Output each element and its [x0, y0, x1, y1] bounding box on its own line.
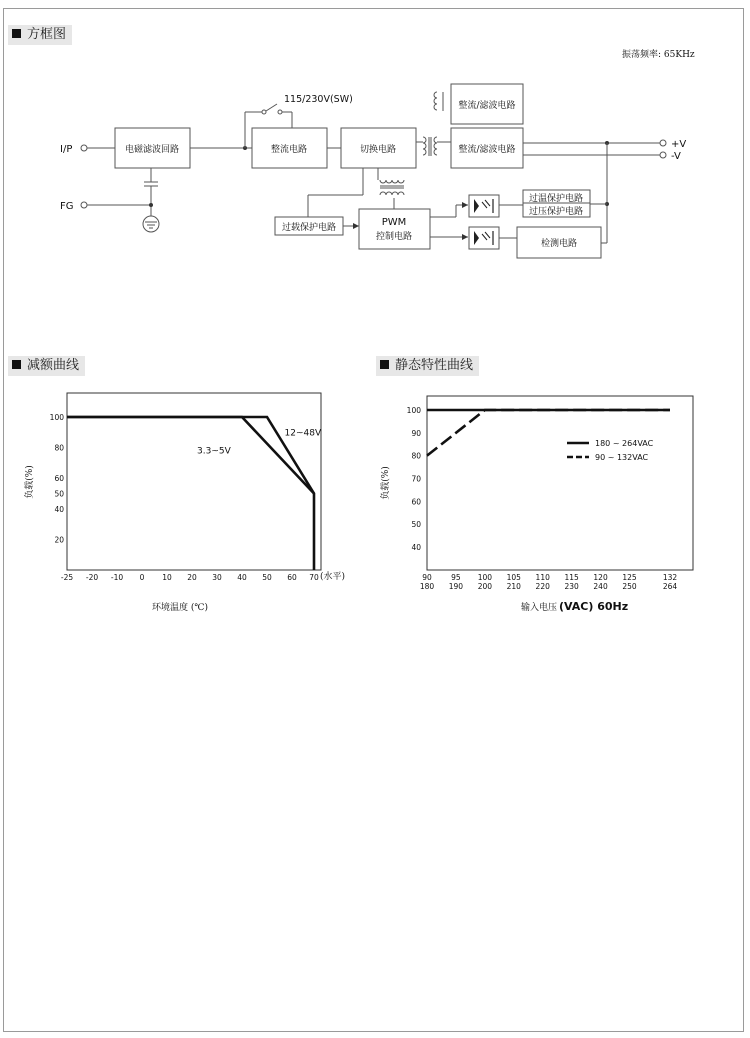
y-tick-label: 40: [411, 543, 421, 552]
ovp-label: 过压保护电路: [528, 207, 584, 217]
x-unit-note: (水平): [320, 572, 346, 582]
static-ylabel: 负载(%): [381, 466, 391, 500]
rectifier-label: 整流电路: [270, 145, 308, 155]
x-tick-label-top: 95: [451, 573, 461, 582]
detect-label: 检测电路: [540, 239, 578, 249]
static-xlabel-suffix: (VAC) 60Hz: [559, 600, 629, 613]
section-title: 方框图: [27, 27, 67, 42]
y-tick-label: 50: [54, 489, 64, 499]
x-tick-label-top: 120: [593, 573, 608, 582]
pwm-title: PWM: [381, 217, 407, 228]
x-tick-label: 70: [309, 573, 319, 582]
switching-label: 切换电路: [359, 145, 397, 155]
static-series: [427, 410, 670, 456]
legend-entry-dashed: 90 ~ 132VAC: [595, 453, 649, 462]
x-tick-label-top: 110: [535, 573, 550, 582]
x-tick-label: 0: [139, 573, 145, 582]
otp-label: 过温保护电路: [528, 194, 584, 204]
rect-filter-top-label: 整流/滤波电路: [458, 101, 516, 111]
fg-label: FG: [60, 201, 74, 212]
minus-v-label: -V: [671, 151, 681, 162]
x-tick-label: 60: [287, 573, 297, 582]
static-xlabel-prefix: 输入电压: [520, 603, 557, 613]
x-tick-label-top: 90: [422, 573, 432, 582]
y-tick-label: 40: [54, 504, 64, 514]
y-tick-label: 100: [406, 406, 421, 415]
y-tick-label: 50: [411, 520, 421, 530]
x-tick-label-top: 115: [564, 573, 579, 582]
pwm-sub: 控制电路: [375, 232, 413, 242]
x-tick-label: 20: [187, 573, 197, 582]
x-tick-label: -10: [110, 573, 124, 582]
derating-xlabel: 环境温度 (℃): [152, 603, 208, 613]
y-tick-label: 90: [411, 428, 421, 438]
x-tick-label-bottom: 220: [535, 582, 550, 591]
x-tick-label-bottom: 240: [593, 582, 608, 591]
y-tick-label: 60: [54, 474, 64, 484]
emi-filter-label: 电磁滤波回路: [124, 145, 180, 155]
plus-v-label: +V: [671, 139, 687, 150]
series-label-3v3-5v: 3.3~5V: [197, 446, 231, 457]
x-tick-label-bottom: 200: [477, 582, 493, 591]
x-tick-label-top: 100: [477, 573, 493, 582]
ip-label: I/P: [60, 144, 73, 155]
x-tick-label-top: 105: [506, 573, 521, 582]
section-title: 减额曲线: [27, 358, 80, 373]
x-tick-label: -25: [60, 573, 74, 582]
switch-label: 115/230V(SW): [284, 94, 353, 105]
y-tick-label: 80: [54, 443, 64, 453]
y-tick-label: 70: [411, 474, 421, 484]
x-tick-label-bottom: 210: [506, 582, 521, 591]
y-tick-label: 60: [411, 497, 421, 507]
x-tick-label: 50: [262, 573, 272, 582]
x-tick-label: 40: [237, 573, 247, 582]
x-tick-label-bottom: 190: [448, 582, 464, 591]
x-tick-label: 10: [162, 573, 172, 582]
x-tick-label: 30: [212, 573, 222, 582]
x-tick-label-top: 125: [622, 573, 637, 582]
legend-entry-solid: 180 ~ 264VAC: [595, 439, 654, 448]
static-ticks: [407, 406, 678, 591]
x-tick-label-top: 132: [662, 573, 678, 582]
derating-ylabel: 负载(%): [25, 465, 35, 499]
olp-label: 过载保护电路: [281, 223, 337, 233]
x-tick-label-bottom: 230: [564, 582, 579, 591]
rect-filter-mid-label: 整流/滤波电路: [458, 145, 516, 155]
y-tick-label: 80: [411, 451, 421, 461]
section-title: 静态特性曲线: [395, 358, 474, 373]
series-label-12-48v: 12~48V: [284, 428, 322, 439]
y-tick-label: 20: [54, 535, 64, 545]
x-tick-label-bottom: 250: [622, 582, 637, 591]
x-tick-label: -20: [85, 573, 99, 582]
y-tick-label: 100: [49, 413, 64, 422]
static-plot-area: [427, 396, 693, 570]
series-line-90-132vac: [427, 410, 670, 456]
x-tick-label-bottom: 264: [662, 582, 678, 591]
x-tick-label-bottom: 180: [419, 582, 435, 591]
oscillation-frequency: 振荡频率: 65KHz: [622, 50, 695, 60]
